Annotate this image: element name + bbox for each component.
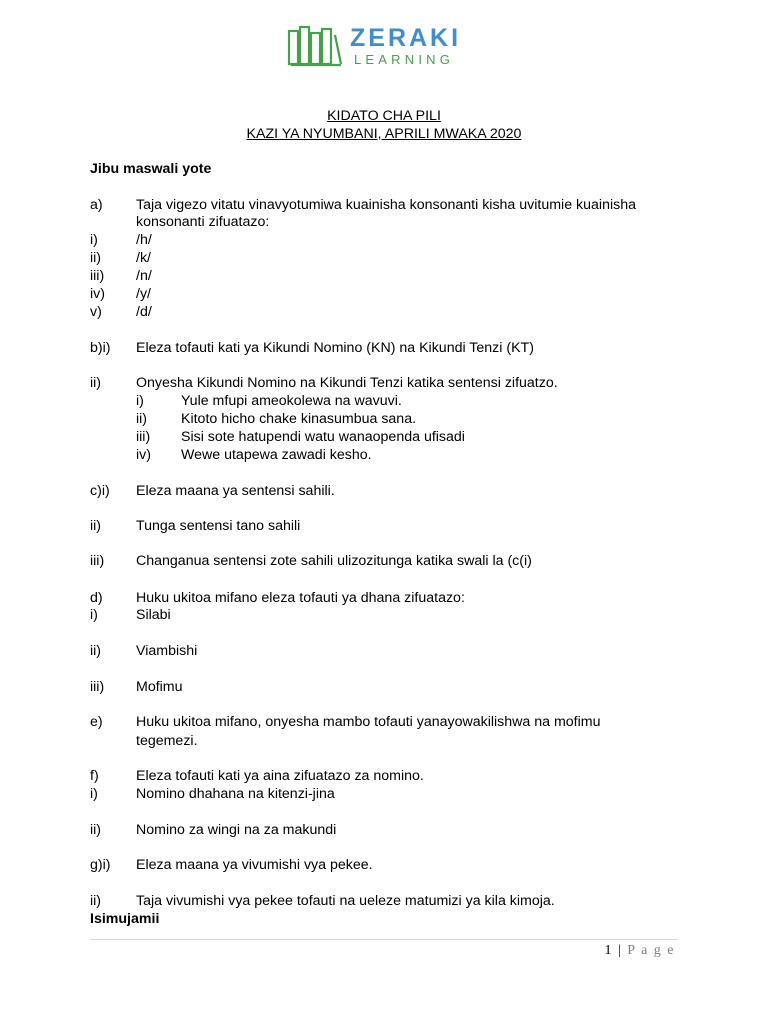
page-number: 1 [604,943,613,958]
question-text: Taja vivumishi vya pekee tofauti na ueleze matumizi ya kila kimoja. [136,893,555,909]
item-label: i) [90,607,98,623]
item-label: ii) [90,250,102,266]
item-text: Nomino dhahana na kitenzi-jina [136,786,335,802]
logo-subtitle: LEARNING [354,52,455,67]
question-text: Eleza tofauti kati ya Kikundi Nomino (KN) na Kikundi Tenzi (KT) [136,340,534,356]
item-text: /n/ [136,268,152,284]
item-label: i) [90,786,98,802]
item-label: iv) [90,286,105,302]
item-label: ii) [136,411,148,427]
item-label: i) [136,393,144,409]
page-label: P a g e [627,943,675,958]
item-label: i) [90,232,98,248]
page-separator: | [617,943,623,958]
question-label: a) [90,197,103,213]
footer-divider [90,939,678,940]
item-label: iii) [90,679,105,695]
question-label: iii) [90,553,105,569]
doc-title-line1: KIDATO CHA PILI [327,108,441,124]
books-icon [286,24,344,68]
question-text: Huku ukitoa mifano, onyesha mambo tofauti yanayowakilishwa na mofimu [136,714,601,730]
question-label: ii) [90,375,102,391]
section-heading: Isimujamii [90,911,160,927]
item-text: /k/ [136,250,151,266]
item-text: Sisi sote hatupendi watu wanaopenda ufisadi [181,429,465,445]
item-label: ii) [90,643,102,659]
question-text: Huku ukitoa mifano eleza tofauti ya dhana zifuatazo: [136,590,465,606]
item-text: /h/ [136,232,152,248]
item-text: /y/ [136,286,151,302]
logo-brand: ZERAKI [350,24,462,52]
item-text: Yule mfupi ameokolewa na wavuvi. [181,393,402,409]
question-text: Tunga sentensi tano sahili [136,518,301,534]
item-text: Silabi [136,607,171,623]
page-footer [604,943,675,959]
question-text: Onyesha Kikundi Nomino na Kikundi Tenzi katika sentensi zifuatzo. [136,375,558,391]
question-label: g)i) [90,857,111,873]
question-text: tegemezi. [136,733,198,749]
question-label: b)i) [90,340,111,356]
item-text: Viambishi [136,643,198,659]
question-text: konsonanti zifuatazo: [136,214,270,230]
item-label: iii) [90,268,105,284]
question-label: d) [90,590,103,606]
question-label: ii) [90,893,102,909]
item-text: Kitoto hicho chake kinasumbua sana. [181,411,417,427]
question-label: ii) [90,518,102,534]
doc-title-line2: KAZI YA NYUMBANI, APRILI MWAKA 2020 [246,126,522,142]
question-text: Changanua sentensi zote sahili ulizozitunga katika swali la (c(i) [136,553,532,569]
question-text: Taja vigezo vitatu vinavyotumiwa kuainisha konsonanti kisha uvitumie kuainisha [136,197,636,213]
item-label: ii) [90,822,102,838]
item-label: iv) [136,447,151,463]
item-text: Wewe utapewa zawadi kesho. [181,447,372,463]
item-text: Mofimu [136,679,183,695]
question-text: Eleza tofauti kati ya aina zifuatazo za nomino. [136,768,424,784]
item-text: /d/ [136,304,152,320]
question-label: c)i) [90,483,110,499]
item-text: Nomino za wingi na za makundi [136,822,337,838]
instruction: Jibu maswali yote [90,161,212,177]
item-label: iii) [136,429,151,445]
question-label: e) [90,714,103,730]
question-text: Eleza maana ya vivumishi vya pekee. [136,857,373,873]
item-label: v) [90,304,102,320]
zeraki-logo [286,24,486,68]
question-label: f) [90,768,99,784]
question-text: Eleza maana ya sentensi sahili. [136,483,335,499]
